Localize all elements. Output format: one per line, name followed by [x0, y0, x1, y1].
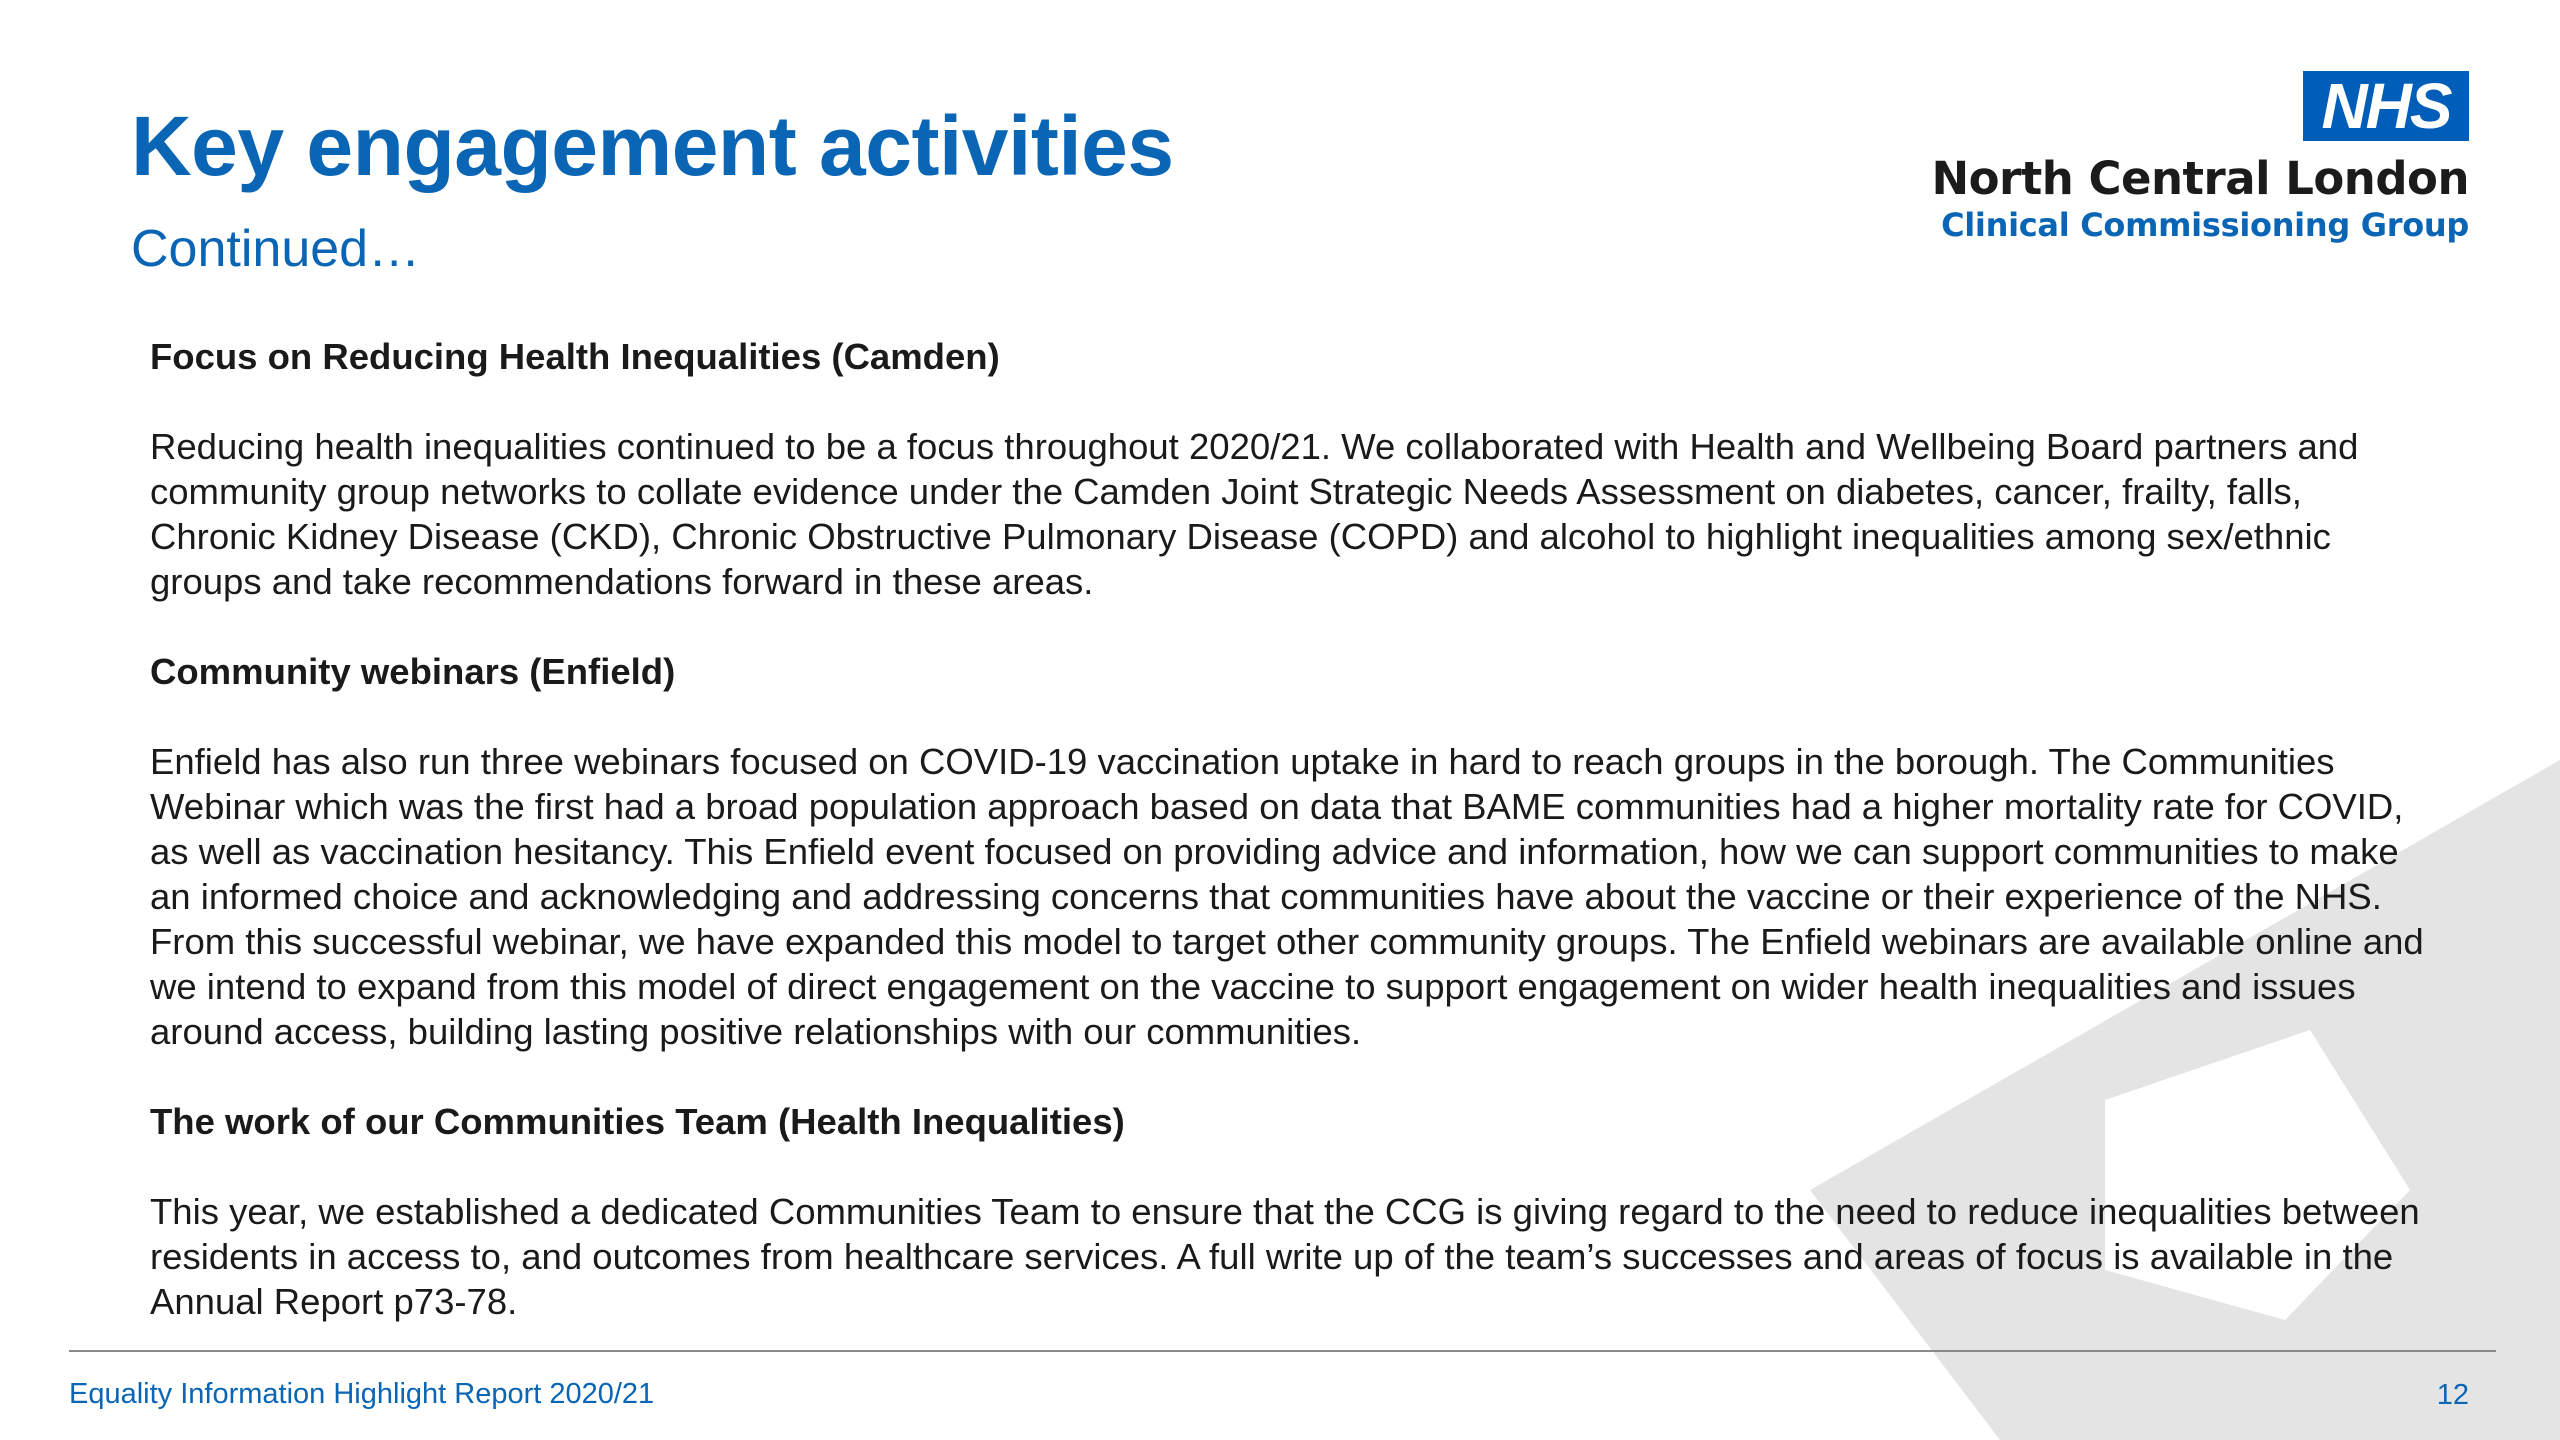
section-heading-communities-team: The work of our Communities Team (Health Inequalities): [150, 1101, 1125, 1142]
section-body-communities-team: This year, we established a dedicated Communities Team to ensure that the CCG is giving regard to the need to reduce inequalities between residents in access to, and outcomes from healthcare services. A full write up of the team’s successes and areas of focus is available in the Annual Report p73-78.: [150, 1191, 2420, 1322]
logo-org-name: North Central London: [1931, 152, 2469, 205]
section-body-camden: Reducing health inequalities continued to be a focus throughout 2020/21. We collaborated with Health and Wellbeing Board partners and community group networks to collate evidence under the Camden Joint Strategic Needs Assessment on diabetes, cancer, frailty, falls, Chronic Kidney Disease (CKD), Chronic Obstructive Pulmonary Disease (COPD) and alcohol to highlight inequalities among sex/ethnic groups and take recommendations forward in these areas.: [150, 426, 2359, 602]
slide-title: Key engagement activities: [131, 99, 1174, 193]
slide-content: [150, 334, 2430, 1324]
slide-subtitle: Continued…: [131, 220, 421, 278]
nhs-ncl-logo: [1909, 71, 2469, 251]
footer-divider: [69, 1350, 2496, 1352]
section-body-enfield: Enfield has also run three webinars focused on COVID-19 vaccination uptake in hard to reach groups in the borough. The Communities Webinar which was the first had a broad population approach based on data that BAME communities had a higher mortality rate for COVID, as well as vaccination hesitancy. This Enfield event focused on providing advice and information, how we can support communities to make an informed choice and acknowledging and addressing concerns that communities have about the vaccine or their experience of the NHS. From this successful webinar, we have expanded this model to target other community groups. The Enfield webinars are available online and we intend to expand from this model of direct engagement on the vaccine to support engagement on wider health inequalities and issues around access, building lasting positive relationships with our communities.: [150, 741, 2424, 1052]
logo-org-subtitle: Clinical Commissioning Group: [1941, 206, 2469, 244]
page-number: 12: [2436, 1379, 2469, 1411]
nhs-badge: NHS: [2303, 71, 2469, 141]
section-heading-enfield: Community webinars (Enfield): [150, 651, 676, 692]
section-heading-camden: Focus on Reducing Health Inequalities (Camden): [150, 336, 1000, 377]
footer-report-name: Equality Information Highlight Report 2020/21: [69, 1378, 655, 1410]
